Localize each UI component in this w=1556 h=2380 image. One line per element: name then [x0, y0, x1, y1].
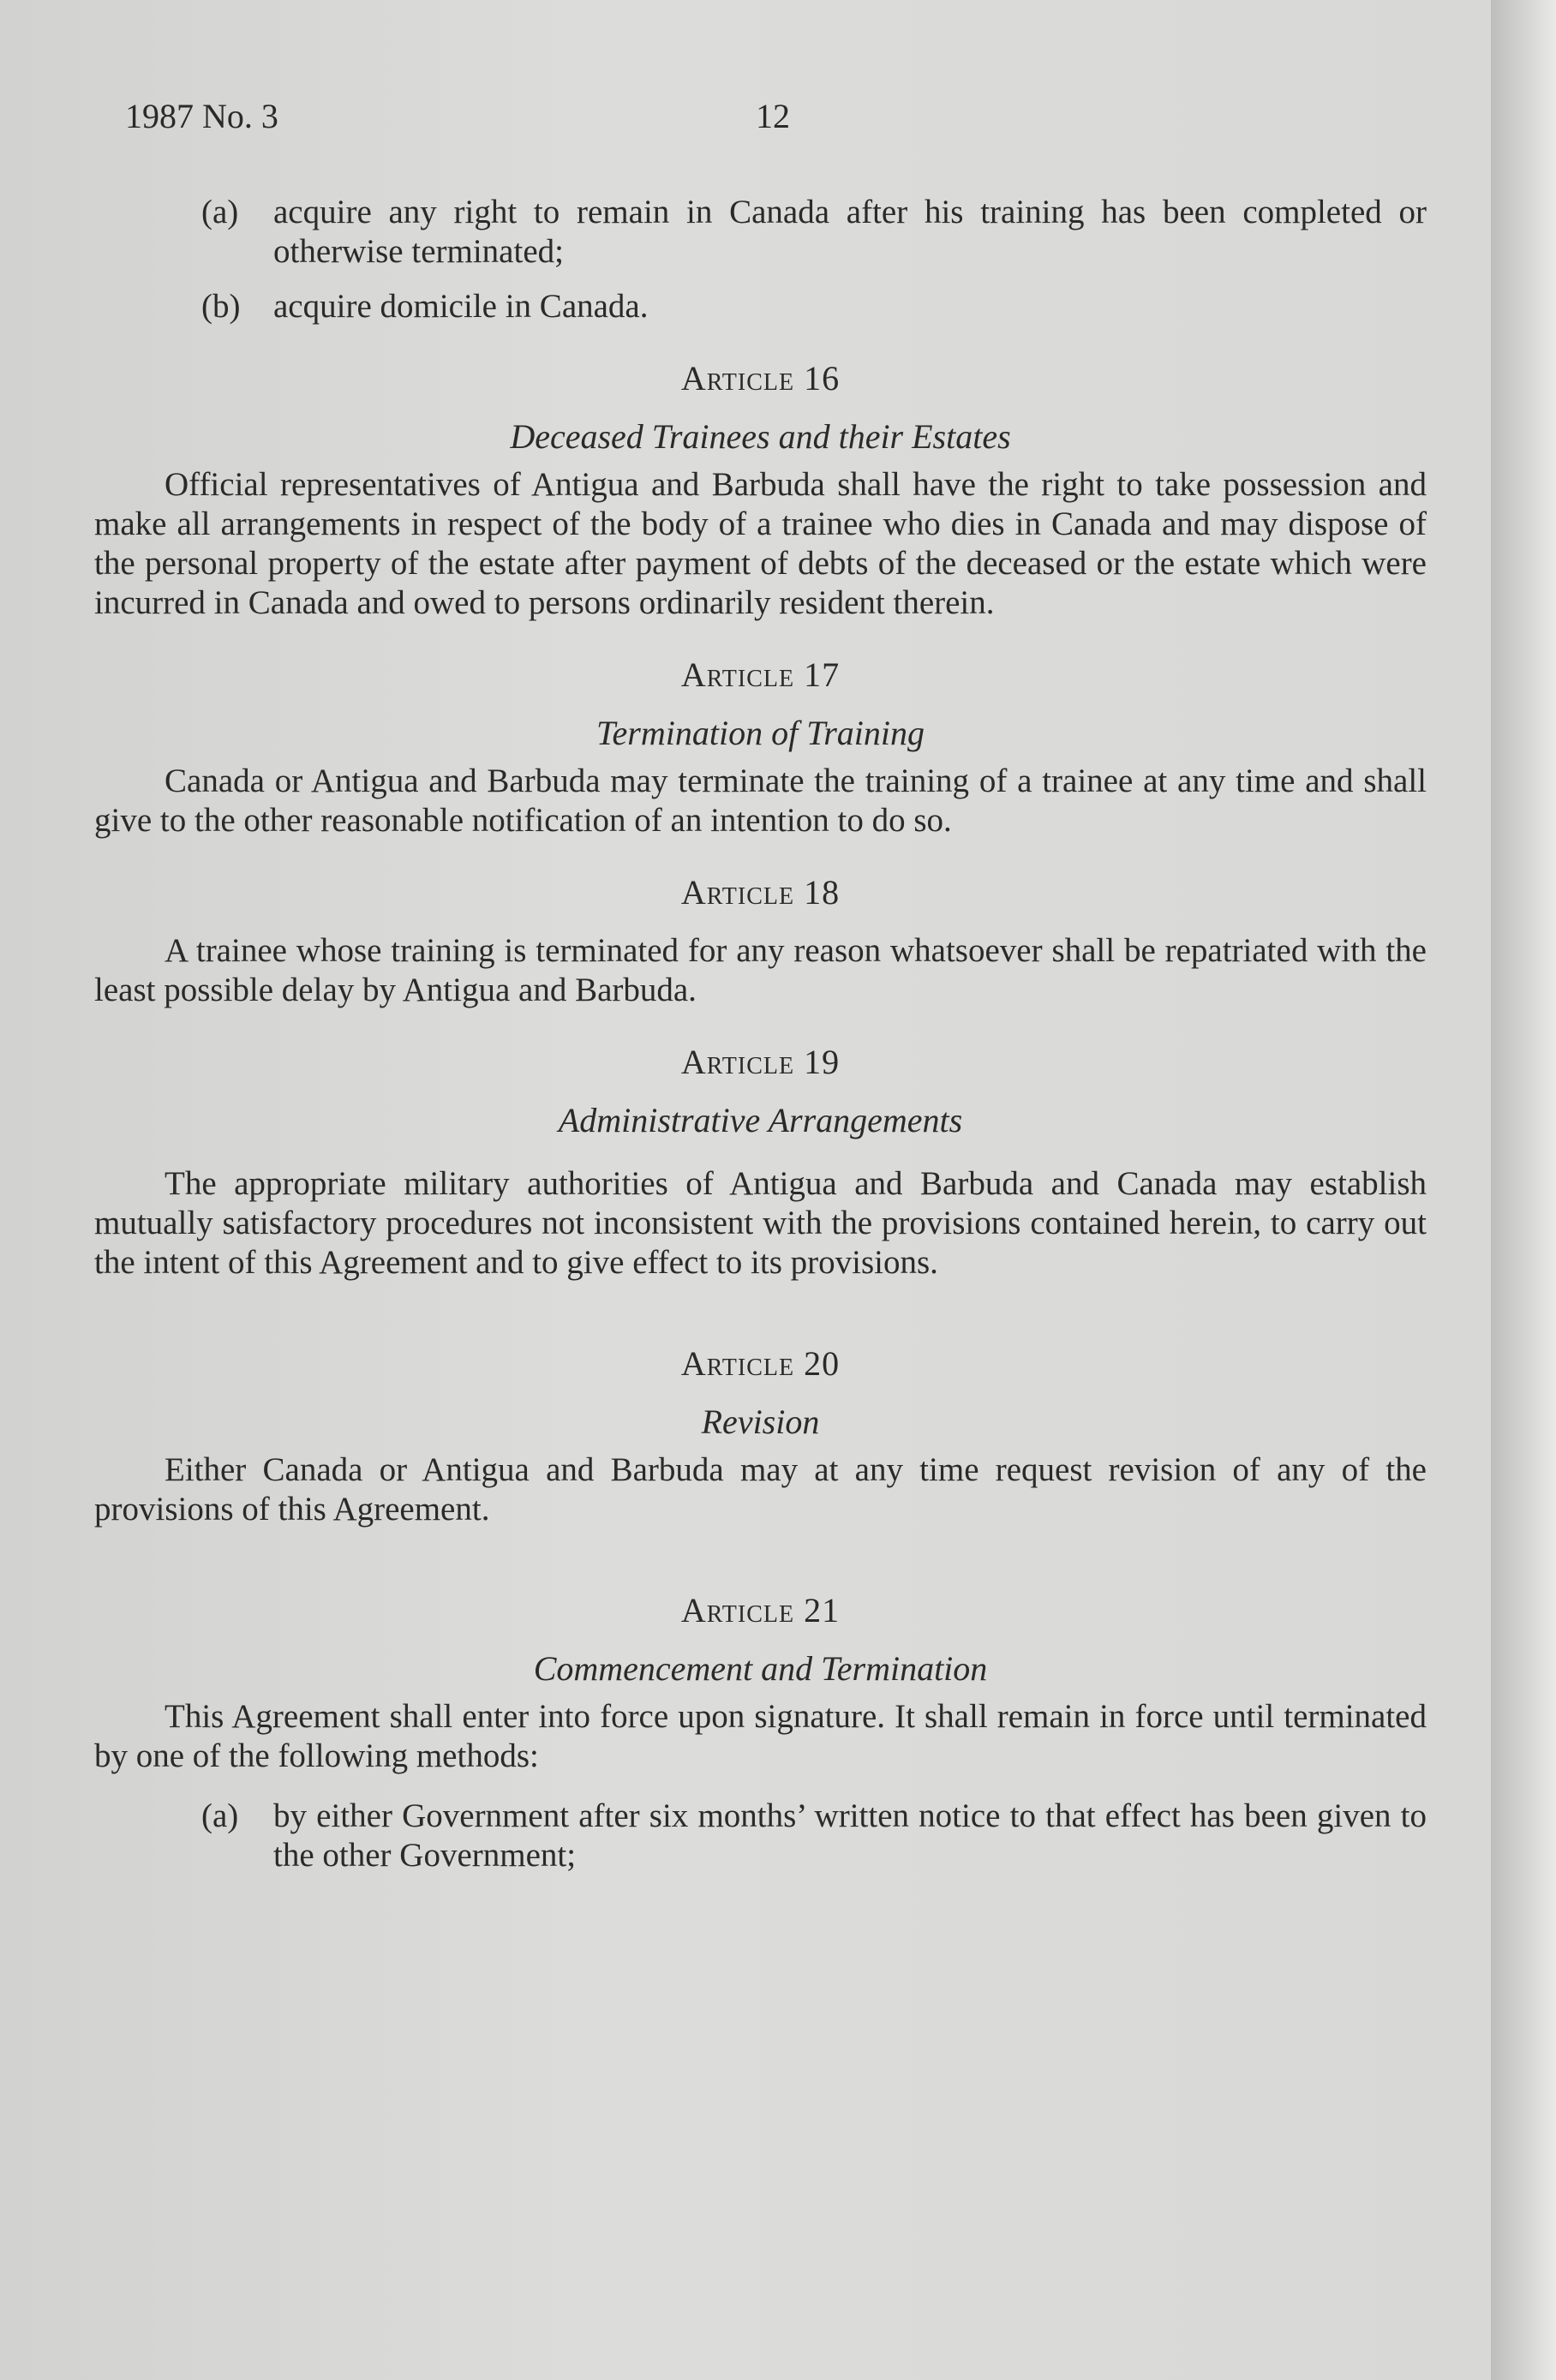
list-item-text: by either Government after six months’ written notice to that effect has been given to the other Government; — [273, 1797, 1427, 1874]
list-item-text: acquire any right to remain in Canada after his training has been completed or otherwise terminated; — [273, 194, 1427, 270]
article-title: Article 19 — [680, 1043, 841, 1081]
article-title: Article 17 — [680, 655, 841, 694]
article-text: This Agreement shall enter into force upon signature. It shall remain in force until terminated by one of the following methods: — [94, 1698, 1427, 1774]
article-text: A trainee whose training is terminated for any reason whatsoever shall be repatriated with the least possible delay by Antigua and Barbuda. — [94, 932, 1427, 1008]
article-text: Canada or Antigua and Barbuda may terminate the training of a trainee at any time and shall give to the other reasonable notification of an intention to do so. — [94, 762, 1427, 839]
article-text: The appropriate military authorities of Antigua and Barbuda and Canada may establish mutually satisfactory procedures not inconsistent with the provisions contained herein, to carry out the intent of this Agreement and to give effect to its provisions. — [94, 1165, 1427, 1281]
article-text: Either Canada or Antigua and Barbuda may at any time request revision of any of the provisions of this Agreement. — [94, 1451, 1427, 1528]
article-subtitle: Termination of Training — [595, 714, 925, 752]
article-subtitle: Commencement and Termination — [533, 1649, 988, 1688]
page-number: 12 — [756, 97, 790, 135]
page-edge — [1491, 0, 1556, 2380]
list-item-label: (a) — [201, 194, 239, 230]
article-subtitle: Deceased Trainees and their Estates — [510, 417, 1011, 456]
article-subtitle: Revision — [701, 1402, 820, 1441]
article-title: Article 20 — [680, 1344, 841, 1383]
list-item-label: (b) — [201, 288, 241, 325]
article-21 — [94, 1591, 1427, 1776]
article-20 — [94, 1344, 1427, 1529]
article-title: Article 16 — [680, 359, 841, 398]
list-item — [201, 193, 1427, 272]
article-16 — [94, 359, 1427, 623]
list-item — [201, 287, 1427, 326]
article-17 — [94, 655, 1427, 840]
article-18 — [94, 873, 1427, 1010]
year-and-number: 1987 No. 3 — [125, 97, 278, 135]
list-item — [201, 1797, 1427, 1875]
article-text: Official representatives of Antigua and Barbuda shall have the right to take possession and make all arrangements in respect of the body of a trainee who dies in Canada and may dispose of the personal property of the estate after payment of debts of the deceased or the estate which were incurred in Canada and owed to persons ordinarily resident therein. — [94, 466, 1427, 621]
article-title: Article 18 — [680, 873, 841, 912]
article-title: Article 21 — [680, 1591, 841, 1630]
article-subtitle: Administrative Arrangements — [558, 1101, 963, 1139]
list-item-label: (a) — [201, 1797, 239, 1834]
document-body — [94, 193, 1427, 1891]
list-item-text: acquire domicile in Canada. — [273, 288, 649, 325]
article-19 — [94, 1043, 1427, 1283]
